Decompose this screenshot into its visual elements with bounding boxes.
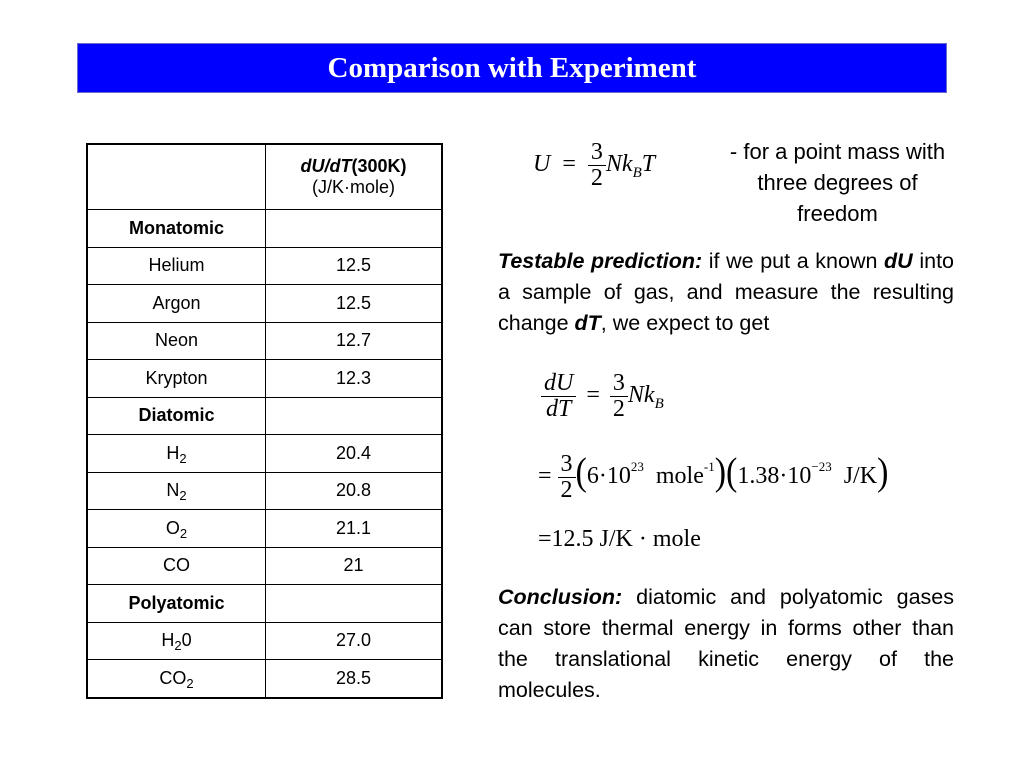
prediction-text-1: if we put a known (702, 249, 885, 273)
jk-unit: J/K (843, 463, 878, 490)
gas-subscript: 2 (174, 638, 182, 654)
eq1-temperature: T (641, 151, 656, 178)
eq2-subscript-b: B (654, 396, 664, 413)
heat-capacity-value: 12.7 (266, 322, 443, 360)
heat-capacity-value: 20.4 (266, 435, 443, 473)
header-units: (J/K·mole) (311, 177, 395, 197)
gas-name: Krypton (145, 367, 208, 388)
table-row (87, 547, 442, 585)
gas-name-cell (87, 472, 266, 510)
equation-derivative (541, 371, 664, 422)
header-quantity-symbol: dU/dT (300, 156, 352, 176)
equation-internal-energy (533, 140, 655, 191)
gas-subscript: 2 (179, 525, 188, 541)
eq1-numerator: 3 (590, 139, 603, 165)
table-row (87, 247, 442, 285)
header-quantity (266, 156, 441, 177)
gas-name-cell (87, 435, 266, 473)
testable-prediction-paragraph (498, 246, 954, 339)
category-empty-cell (266, 210, 443, 248)
gas-name-cell (87, 322, 266, 360)
eq2-du: dU (544, 370, 574, 396)
gas-name-cell (87, 360, 266, 398)
title-banner (77, 43, 947, 93)
table-row (87, 285, 442, 323)
eq1-denominator: 2 (590, 165, 603, 192)
gas-suffix: 0 (181, 630, 192, 651)
gas-name: O (165, 517, 180, 538)
category-label: Polyatomic (87, 585, 266, 623)
eq1-fraction (588, 140, 606, 191)
gas-name-cell (87, 547, 266, 585)
gas-name-cell (87, 622, 266, 660)
gas-name-cell (87, 660, 266, 698)
category-label: Monatomic (87, 210, 266, 248)
eq3-fraction (558, 452, 576, 503)
conclusion-label: Conclusion: (498, 585, 623, 609)
eq2-numerator: 3 (612, 370, 625, 396)
avogadro-number: 6·10 (586, 463, 631, 490)
prediction-text-2: into a sample of gas, and measure the resulting change (498, 249, 954, 335)
prediction-label: Testable prediction: (498, 249, 703, 273)
table-body (87, 144, 442, 698)
eq2-nk: Nk (627, 382, 655, 409)
eq2-dt: dT (545, 396, 572, 423)
eq2-fraction (610, 371, 628, 422)
gas-name: N (166, 480, 180, 501)
gas-name: CO (163, 555, 190, 576)
eq3-numerator: 3 (560, 451, 573, 477)
gas-name: H (161, 630, 175, 651)
table-row (87, 622, 442, 660)
category-empty-cell (266, 397, 443, 435)
heat-capacity-value: 27.0 (266, 622, 443, 660)
category-label: Diatomic (87, 397, 266, 435)
gas-name: Neon (154, 330, 199, 351)
heat-capacity-table (86, 143, 443, 699)
category-empty-cell (266, 585, 443, 623)
eq1-equals: = (562, 151, 576, 178)
eq3-equals: = (538, 463, 552, 490)
header-cell (266, 144, 443, 210)
right-paren: ) (714, 451, 727, 494)
boltzmann-constant: 1.38·10 (737, 463, 812, 490)
gas-name: Argon (152, 292, 201, 313)
heat-capacity-value: 12.5 (266, 285, 443, 323)
table-header-row (87, 144, 442, 210)
mole-exponent: -1 (703, 459, 715, 475)
table-row (87, 510, 442, 548)
header-condition: (300K) (351, 156, 407, 176)
point-mass-note: - for a point mass with three degrees of freedom (729, 139, 946, 226)
eq2-denominator: 2 (612, 396, 625, 423)
gas-subscript: 2 (179, 488, 187, 504)
equation-numeric (538, 452, 888, 503)
eq1-lhs: U (533, 151, 551, 178)
prediction-text-3: , we expect to get (600, 311, 770, 335)
conclusion-paragraph (498, 582, 954, 706)
gas-subscript: 2 (186, 675, 194, 691)
mole-unit: mole (655, 463, 704, 490)
eq2-equals: = (586, 382, 600, 409)
eq1-nk: Nk (605, 151, 633, 178)
gas-name: H (166, 442, 180, 463)
prediction-dt: dT (574, 311, 601, 335)
heat-capacity-value: 20.8 (266, 472, 443, 510)
left-paren: ( (726, 451, 738, 494)
boltzmann-exponent: −23 (811, 459, 832, 475)
category-row (87, 397, 442, 435)
table-row (87, 660, 442, 698)
gas-name: CO (159, 667, 187, 688)
gas-subscript: 2 (179, 450, 187, 466)
slide-title: Comparison with Experiment (327, 51, 697, 84)
category-row (87, 585, 442, 623)
gas-name: Helium (148, 255, 205, 276)
eq1-subscript-b: B (632, 165, 642, 182)
eq2-derivative-fraction (541, 371, 576, 422)
right-paren: ) (877, 451, 889, 494)
header-empty-cell (87, 144, 266, 210)
gas-name-cell (87, 247, 266, 285)
eq3-denominator: 2 (560, 477, 573, 504)
equation-result: =12.5 J/K · mole (538, 526, 701, 552)
gas-name-cell (87, 285, 266, 323)
table-row (87, 435, 442, 473)
avogadro-exponent: 23 (630, 459, 644, 475)
table-row (87, 360, 442, 398)
category-row (87, 210, 442, 248)
heat-capacity-value: 12.3 (266, 360, 443, 398)
table-row (87, 322, 442, 360)
heat-capacity-value: 12.5 (266, 247, 443, 285)
heat-capacity-value: 28.5 (266, 660, 443, 698)
left-paren: ( (575, 451, 587, 494)
conclusion-text: diatomic and polyatomic gases can store thermal energy in forms other than the translational kinetic energy of the molecules. (498, 585, 954, 702)
table-row (87, 472, 442, 510)
heat-capacity-value: 21 (266, 547, 443, 585)
prediction-du: dU (884, 249, 913, 273)
gas-name-cell (87, 510, 266, 548)
heat-capacity-value: 21.1 (266, 510, 443, 548)
